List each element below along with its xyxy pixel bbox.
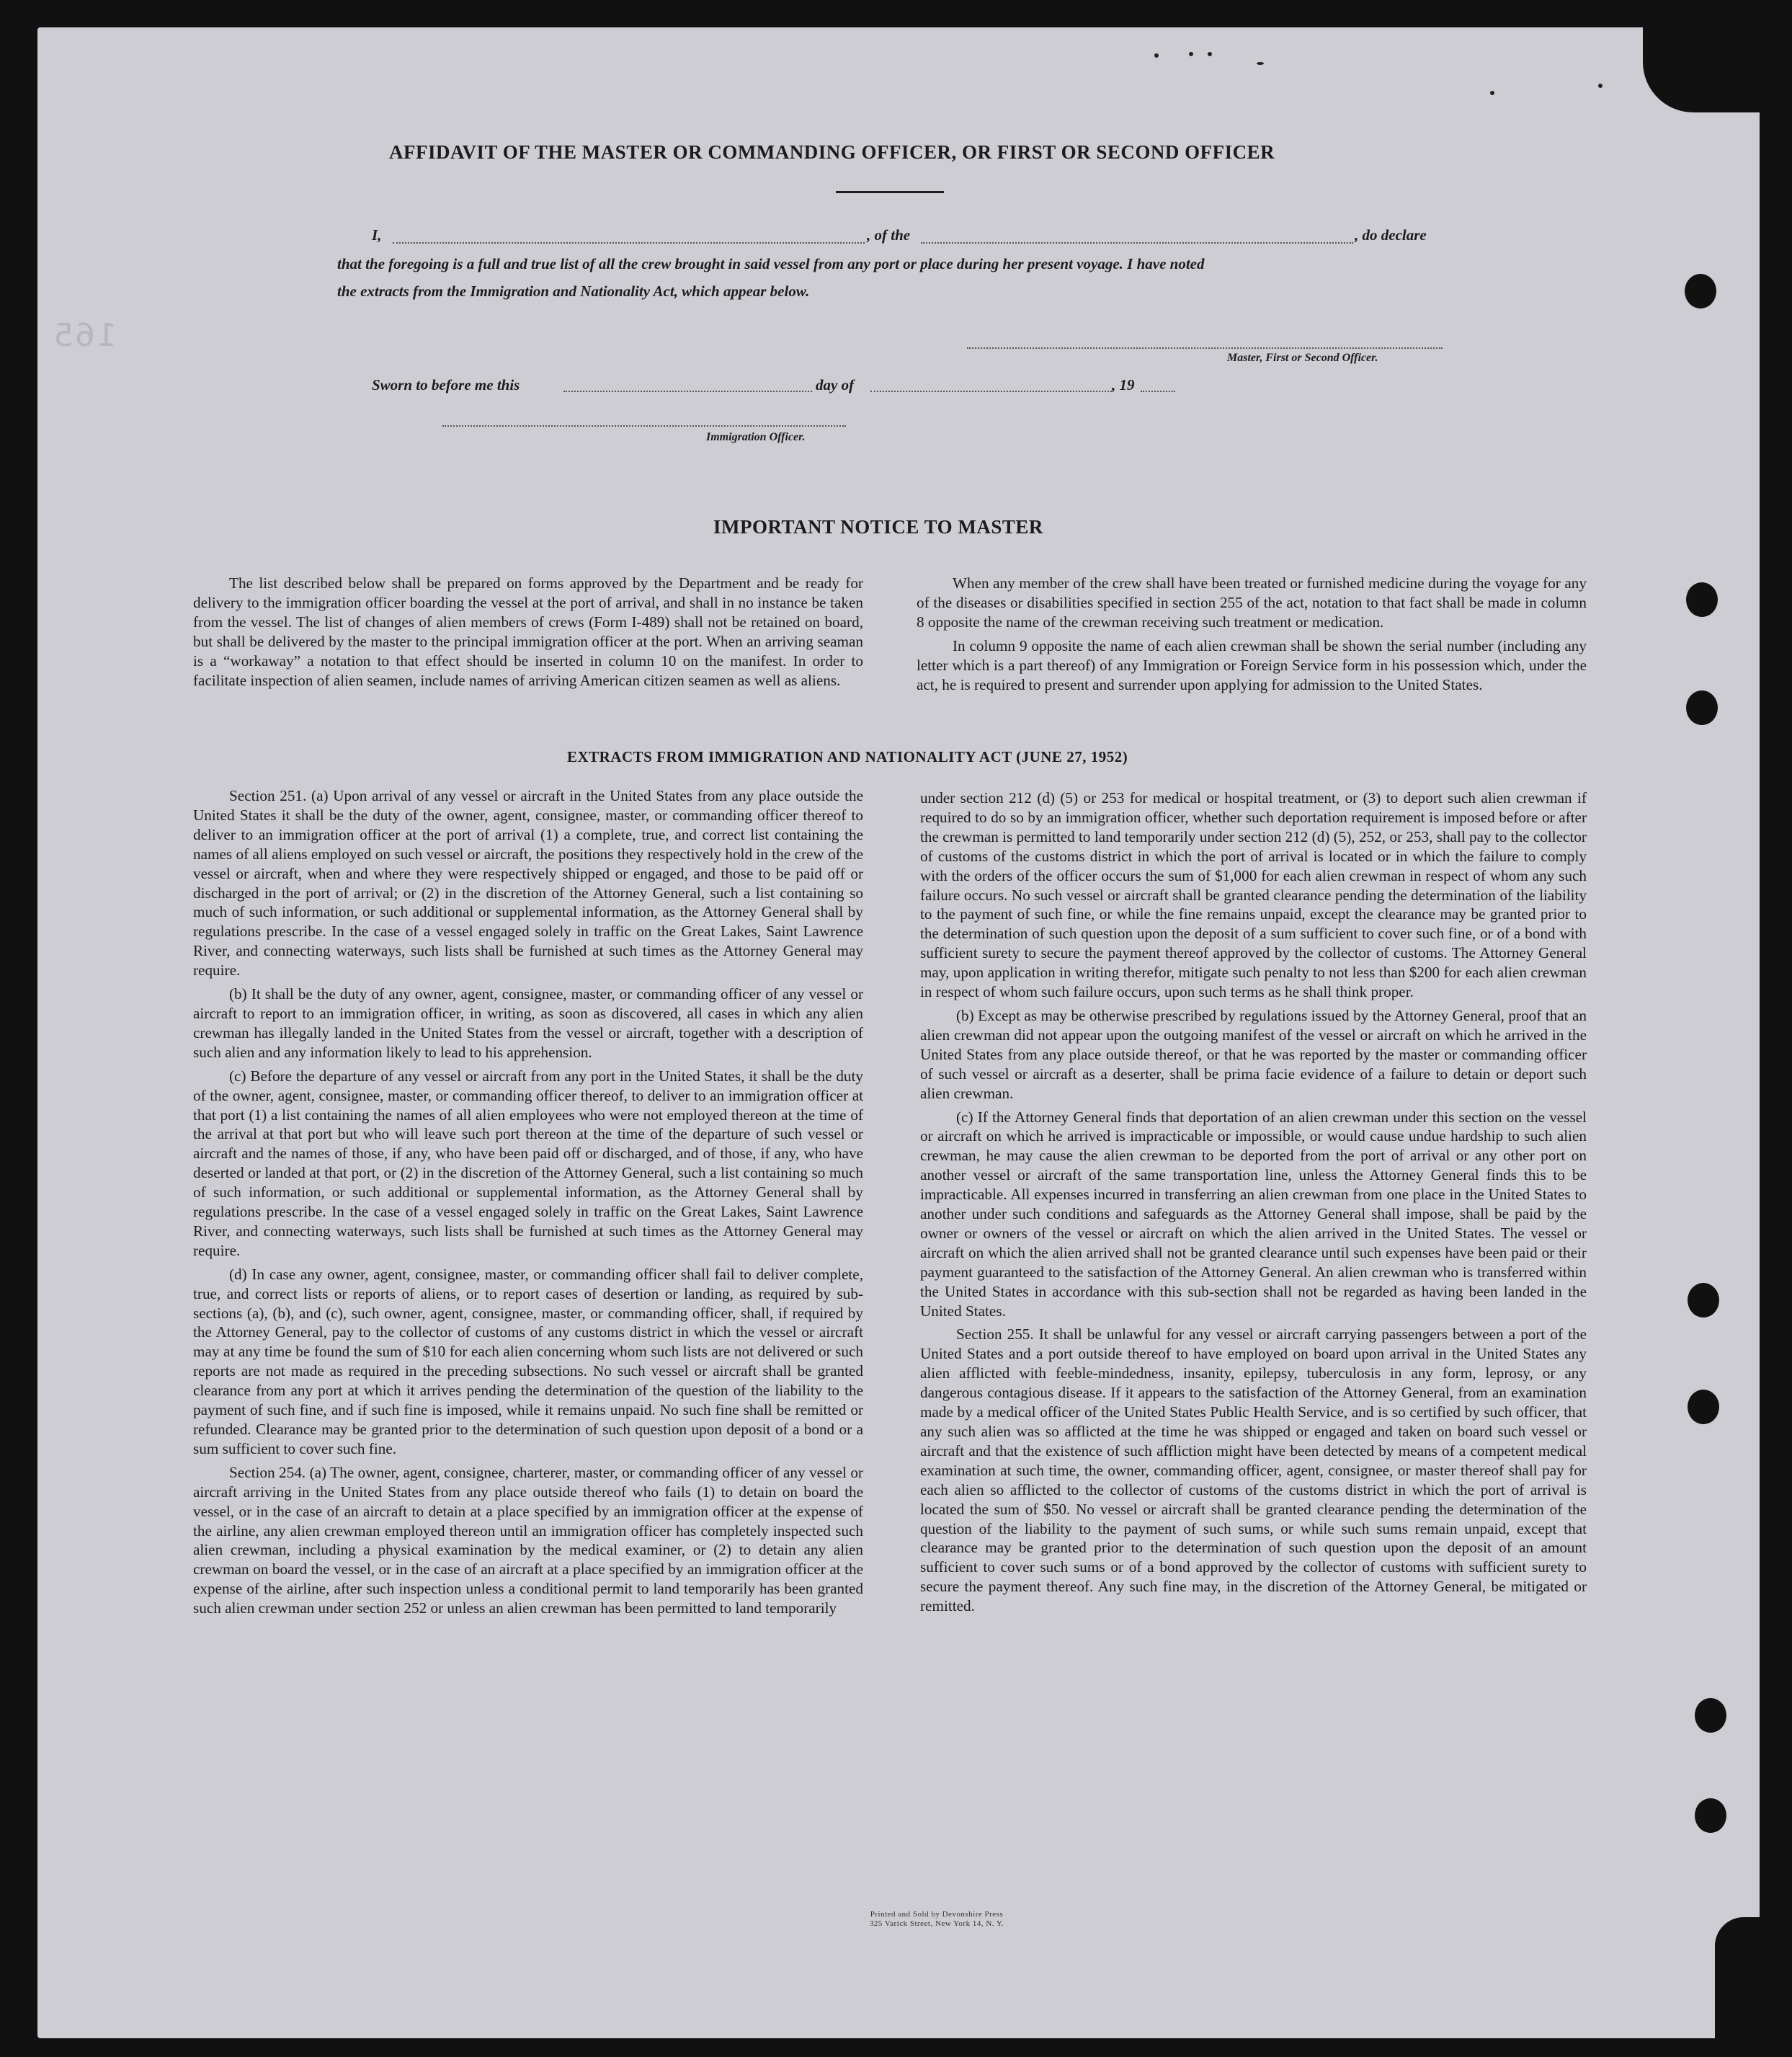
statute-paragraph: Section 255. It shall be unlawful for any vessel or aircraft carrying passengers between a port of the United States and a port outside thereof to have employed on board upon arrival in the United States any alien afflicted with feeble-mindedness, insanity, epilepsy, tuberculosis in any form, leprosy, or any dangerous contagious disease. If it appears to the satisfaction of the Attorney General, from an examination made by a medical officer of the United States Public Health Service, and is so certified by such officer, that any such alien was so afflicted at the time he was shipped or engaged and taken on board such vessel or aircraft and that the existence of such affliction might have been detected by means of a competent medical examination at such time, the owner, commanding officer, agent, consignee, or master thereof shall pay for each alien so afflicted to the collector of customs of the customs district in which the port of arrival is located the sum of $50. No vessel or aircraft shall be granted clearance pending the determination of the question of the liability to the payment of such sums, or while such sums remain unpaid, except that clearance may be granted prior to the determination of such question upon the deposit of an amount sufficient to cover such sums or of a bond approved by the collector of customs with sufficient surety to secure the payment thereof. Any such fine may, in the discretion of the Attorney General, be mitigated or remitted. [920,1325,1587,1615]
sworn-label: Sworn to before me this [372,376,520,394]
sworn-day-line[interactable] [563,391,812,392]
extracts-left-column [193,786,863,1622]
printer-name: Printed and Sold by Devonshire Press [870,1910,1004,1919]
notice-title: IMPORTANT NOTICE TO MASTER [713,516,1043,538]
ink-speck [1208,52,1212,56]
day-of-label: day of [816,376,855,394]
statute-paragraph: (b) It shall be the duty of any owner, agent, consignee, master, or commanding officer of any vessel or aircraft to report to an immigration officer, in writing, as soon as discovered, all cases in which any alien crewman has illegally landed in the United States from the vessel or aircraft, together with a description of such alien and any information likely to lead to his apprehension. [193,985,863,1061]
punch-hole [1695,1798,1726,1833]
master-caption: Master, First or Second Officer. [1227,352,1378,364]
year-label: , 19 [1112,376,1135,394]
statute-paragraph: (c) If the Attorney General finds that deportation of an alien crewman under this section on the vessel or aircraft on which he arrived is impracticable or impossible, or would cause undue hardship to such alien crewman, he may cause the alien crewman to be deported from the port of arrival or any other port on another vessel or aircraft of the same transportation line, unless the Attorney General finds this to be impracticable. All expenses incurred in transferring an alien crewman from one place in the United States to another under such conditions and safeguards as the Attorney General shall impose, shall be paid by the owner or owners of the vessel or aircraft on which the alien arrived in the United States. The vessel or aircraft on which the alien arrived shall not be granted clearance until such expenses have been paid or their payment guaranteed to the satisfaction of the Attorney General. An alien crewman who is transferred within the United States in accordance with this sub-section shall not be regarded as having been landed in the United States. [920,1108,1587,1320]
torn-corner [1643,26,1765,112]
punch-hole [1695,1698,1726,1733]
ink-speck [1154,53,1159,58]
affidavit-of-the: , of the [867,226,911,244]
statute-paragraph: under section 212 (d) (5) or 253 for medical or hospital treatment, or (3) to deport such alien crewman if required to do so by an immigration officer, whether such deportation requirement is imposed before or after the crewman is permitted to land temporarily under section 212 (d) (5), 252, or 253, shall pay to the collector of customs of the customs district in which the port of arrival is located or in which the failure to comply with the orders of the officer occurs the sum of $1,000 for each alien crewman in respect of whom any such failure occurs. No such vessel or aircraft shall be granted clearance pending the determination of the liability to the payment of such fine, or while the fine remains unpaid, except the clearance may be granted prior to the determination of such question upon the deposit of a sum sufficient to cover such fine, or of a bond with sufficient surety to secure the payment thereof approved by the collector of customs. The Attorney General may, upon application in writing therefor, mitigate such penalty to not less than $200 for each alien crewman in respect of whom such failure occurs, upon such terms as he shall think proper. [920,789,1587,1001]
notice-right-column [917,574,1587,698]
punch-hole [1688,1283,1719,1318]
ink-speck [1189,52,1193,56]
title-rule [836,191,944,193]
notice-paragraph: In column 9 opposite the name of each alien crewman shall be shown the serial number (including any letter which is a part thereof) of any Immigration or Foreign Service form in his possession which, under the act, he is required to present and surrender upon applying for admission to the United States. [917,636,1587,693]
extracts-title: EXTRACTS FROM IMMIGRATION AND NATIONALITY ACT (JUNE 27, 1952) [567,748,1128,765]
punch-hole [1685,274,1716,308]
statute-paragraph: (c) Before the departure of any vessel or aircraft from any port in the United States, it shall be the duty of the owner, agent, consignee, master, or commanding officer thereof, to deliver to an immigration officer at that port (1) a list containing the names of all alien employees who were not employed thereon at the time of the arrival at that port but who will leave such port thereon at the time of the departure of such vessel or aircraft and the names of those, if any, who have been paid off or discharged, and of those, if any, who have deserted or landed at that port, or (2) in the discretion of the Attorney General, such a list containing so much of such information, or such additional or supplemental information, as the Attorney General shall by regulations prescribe. In the case of a vessel engaged solely in traffic on the Great Lakes, Saint Lawrence River, and connecting waterways, such lists shall be furnished at such times as the Attorney General may require. [193,1067,863,1259]
affidavit-text-line3: the extracts from the Immigration and Nationality Act, which appear below. [337,283,810,300]
affidavit-i: I, [372,226,382,244]
printer-address: 325 Varick Street, New York 14, N. Y. [869,1919,1004,1928]
ink-speck [1257,62,1264,65]
notice-left-column [193,574,863,694]
notice-paragraph: The list described below shall be prepared on forms approved by the Department and be ready for delivery to the immigration officer boarding the vessel at the port of arrival, and shall in no instance be taken from the vessel. The list of changes of alien members of crews (Form I-489) shall not be retained on board, but shall be delivered by the master to the principal immigration officer at the port. When an arriving seaman is a “workaway” a notation to that effect should be inserted in column 10 on the manifest. In order to facilitate inspection of alien seamen, include names of arriving American citizen seamen as well as aliens. [193,574,863,689]
statute-paragraph: (d) In case any owner, agent, consignee, master, or commanding officer shall fail to deliver complete, true, and correct lists or reports of aliens, or to report cases of desertion or landing, as required by sub-sections (a), (b), and (c), such owner, agent, consignee, master, or commanding officer, shall, if required by the Attorney General, pay to the collector of customs of any customs district in which the vessel or aircraft may at any time be found the sum of $10 for each alien concerning whom such lists are not delivered or such reports are not made as required in the preceding subsections. No such vessel or aircraft shall be granted clearance from any port at which it arrives pending the determination of the question of the liability to the payment of such fine, and if such fine is imposed, while it remains unpaid. No such fine shall be remitted or refunded. Clearance may be granted prior to the determination of such question upon deposit of a bond or a sum sufficient to cover such fine. [193,1265,863,1457]
statute-paragraph: (b) Except as may be otherwise prescribed by regulations issued by the Attorney General, proof that an alien crewman did not appear upon the outgoing manifest of the vessel or aircraft on which he arrived in the United States from any place outside thereof, or that he was reported by the master or commanding officer of such vessel or aircraft as a deserter, shall be prima facie evidence of a failure to detain or deport such alien crewman. [920,1006,1587,1102]
sworn-month-line[interactable] [870,391,1112,392]
torn-edge [1715,1917,1765,2047]
punch-hole [1688,1390,1719,1424]
punch-hole [1686,690,1718,725]
officer-caption: Immigration Officer. [706,431,806,443]
notice-paragraph: When any member of the crew shall have been treated or furnished medicine during the voyage for any of the diseases or disabilities specified in section 255 of the act, notation to that fact shall be made in column 8 opposite the name of the crewman receiving such treatment or medication. [917,574,1587,631]
master-signature-line[interactable] [967,347,1443,349]
statute-paragraph: Section 254. (a) The owner, agent, consignee, charterer, master, or commanding officer of any vessel or aircraft arriving in the United States from any place outside thereof who fails (1) to detain on board the vessel, or in the case of an aircraft to detain at a place specified by an immigration officer at the expense of the airline, any alien crewman employed thereon until an immigration officer has completely inspected such alien crewman, including a physical examination by the medical examiner, or (2) to detain any alien crewman on board the vessel, or in the case of an aircraft at a place specified by an immigration officer at the expense of the airline, after such inspection unless a conditional permit to land temporarily has been granted such alien crewman under section 252 or unless an alien crewman has been permitted to land temporarily [193,1463,863,1617]
printer-footer [721,1910,1153,1929]
extracts-right-column [920,788,1587,1620]
vessel-field-line[interactable] [921,242,1353,244]
punch-hole [1686,582,1718,617]
affidavit-title: AFFIDAVIT OF THE MASTER OR COMMANDING OFFICER, OR FIRST OR SECOND OFFICER [389,141,1275,163]
affidavit-do-declare: , do declare [1355,226,1427,244]
sworn-year-line[interactable] [1141,391,1175,392]
ghost-page-number: 165 [52,317,117,354]
affidavit-text-line2: that the foregoing is a full and true list of all the crew brought in said vessel from any port or place during her present voyage. I have noted [337,255,1205,272]
ink-speck [1598,84,1602,88]
ink-speck [1490,91,1494,95]
statute-paragraph: Section 251. (a) Upon arrival of any vessel or aircraft in the United States from any place outside the United States it shall be the duty of the owner, agent, consignee, master, or commanding officer thereof to deliver to an immigration officer at the port of arrival (1) a complete, true, and correct list containing the names of all aliens employed on such vessel or aircraft, the positions they respectively hold in the crew of the vessel or aircraft, when and where they were respectively shipped or engaged, and those to be paid off or discharged in the port of arrival; or (2) in the discretion of the Attorney General, such a list containing so much of such information, or such additional or supplemental information, as the Attorney General shall by regulations prescribe. In the case of a vessel engaged solely in traffic on the Great Lakes, Saint Lawrence River, and connecting waterways, such lists shall be furnished at such times as the Attorney General may require. [193,787,863,979]
name-field-line[interactable] [393,242,865,244]
officer-signature-line[interactable] [442,425,846,427]
